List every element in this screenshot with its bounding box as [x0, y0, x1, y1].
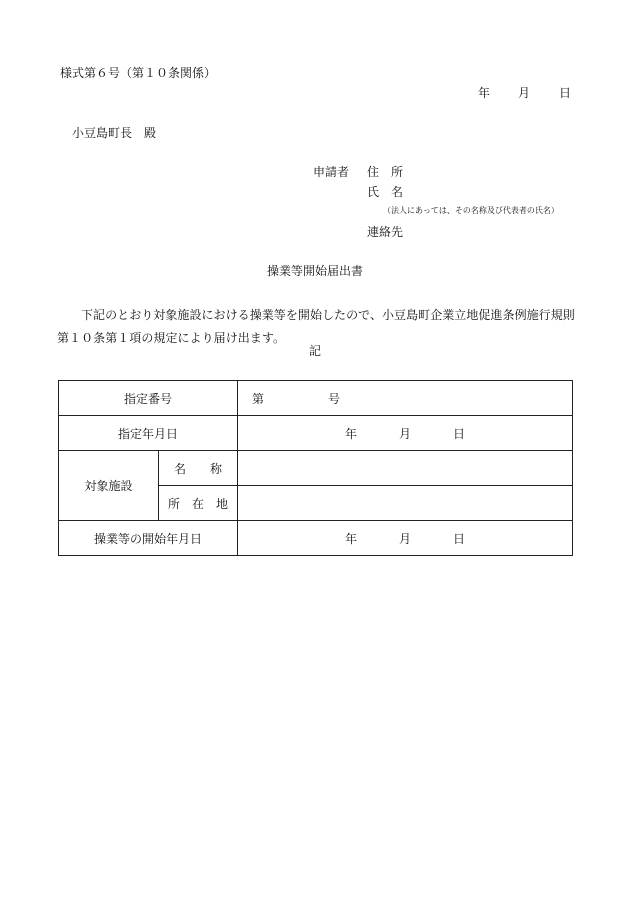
applicant-name-label: 氏 名	[367, 185, 404, 199]
facility-name-field[interactable]	[238, 451, 573, 486]
designation-number-field[interactable]	[238, 381, 573, 416]
designation-date-label: 指定年月日	[59, 416, 238, 451]
ki-heading: 記	[308, 344, 321, 358]
table-row	[59, 381, 573, 416]
table-row	[59, 416, 573, 451]
applicant-name-note: （法人にあっては、その名称及び代表者の氏名）	[383, 206, 559, 215]
applicant-role-label: 申請者	[313, 165, 350, 179]
date-year: 年	[344, 531, 357, 546]
table-row	[59, 521, 573, 556]
submission-date	[478, 87, 571, 99]
date-month: 月	[518, 86, 531, 100]
facility-name-label: 名 称	[159, 451, 238, 486]
date-year: 年	[344, 426, 357, 441]
start-date-field[interactable]	[238, 521, 573, 556]
form-number-label: 様式第６号（第１０条関係）	[60, 66, 217, 80]
facility-location-label: 所 在 地	[159, 486, 238, 521]
body-text: 下記のとおり対象施設における操業等を開始したので、小豆島町企業立地促進条例施行規則第１０条第１項の規定により届け出ます。	[57, 308, 575, 345]
date-day: 日	[453, 531, 466, 546]
applicant-contact-label: 連絡先	[367, 225, 404, 239]
number-suffix: 号	[328, 391, 341, 406]
target-facility-label: 対象施設	[59, 451, 159, 521]
addressee: 小豆島町長 殿	[72, 126, 157, 140]
date-month: 月	[399, 531, 412, 546]
date-day: 日	[559, 86, 572, 100]
applicant-address-label: 住 所	[367, 165, 404, 179]
number-prefix: 第	[252, 391, 265, 406]
details-table	[58, 380, 573, 556]
date-month: 月	[399, 426, 412, 441]
designation-number-label: 指定番号	[59, 381, 238, 416]
table-row	[59, 451, 573, 486]
start-date-label: 操業等の開始年月日	[59, 521, 238, 556]
designation-date-field[interactable]	[238, 416, 573, 451]
document-title: 操業等開始届出書	[266, 264, 363, 278]
date-year: 年	[478, 86, 491, 100]
date-day: 日	[453, 426, 466, 441]
facility-location-field[interactable]	[238, 486, 573, 521]
